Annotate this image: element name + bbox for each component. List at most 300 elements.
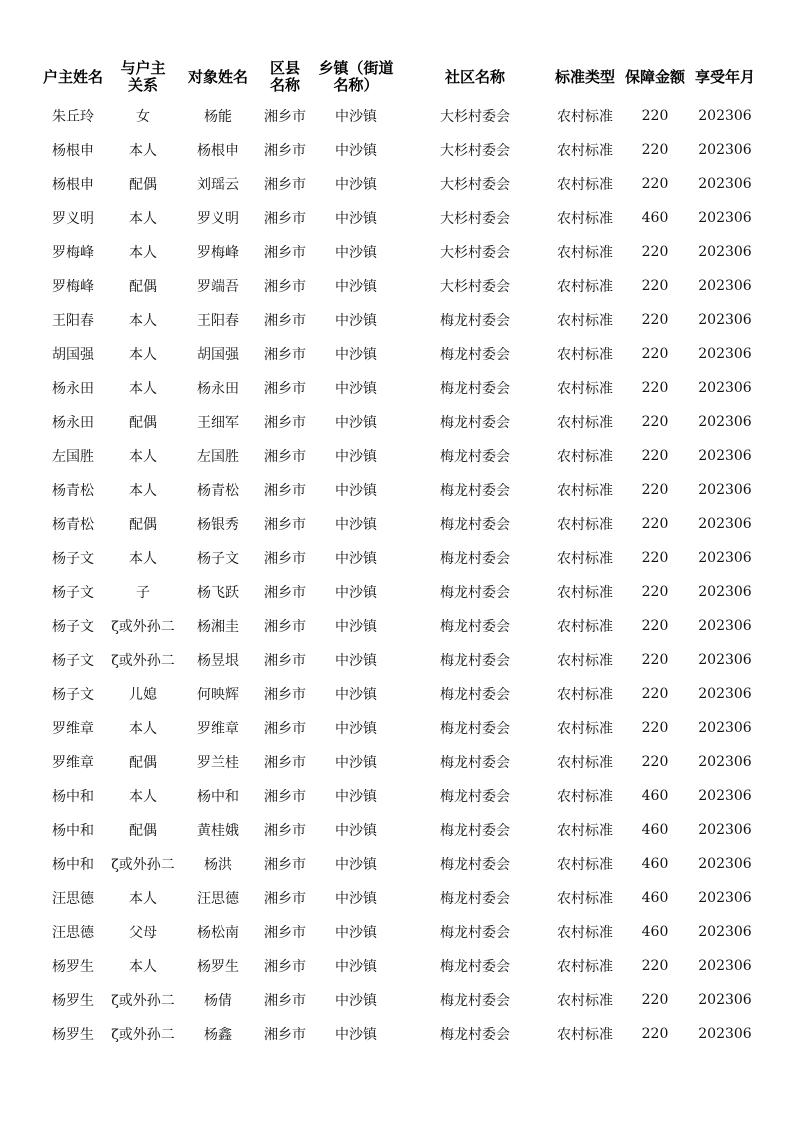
relation-cell: 本人 (129, 245, 157, 261)
relation-cell: 本人 (129, 313, 157, 329)
standard-type-cell: 农村标准 (557, 721, 613, 737)
community-header (400, 55, 550, 99)
recipient-name-cell: 杨鑫 (204, 1027, 232, 1043)
town-cell: 中沙镇 (335, 313, 377, 329)
amount-cell: 220 (641, 958, 669, 974)
county-cell: 湘乡市 (264, 415, 306, 431)
community-cell: 梅龙村委会 (440, 449, 510, 465)
standard-type-header-line: 标准类型 (554, 67, 615, 86)
town-cell: 中沙镇 (335, 687, 377, 703)
standard-type-cell: 农村标准 (557, 585, 613, 601)
period-cell: 202306 (698, 652, 752, 668)
standard-type-cell: 农村标准 (557, 925, 613, 941)
recipient-name-cell: 杨青松 (197, 483, 239, 499)
community-cell: 梅龙村委会 (440, 381, 510, 397)
head-name-cell: 罗梅峰 (52, 279, 94, 295)
recipient-name-cell: 杨松南 (197, 925, 239, 941)
period-cell: 202306 (698, 312, 752, 328)
recipient-name-cell: 杨中和 (197, 789, 239, 805)
head-name-cell: 胡国强 (52, 347, 94, 363)
amount-cell: 220 (641, 550, 669, 566)
standard-type-cell: 农村标准 (557, 279, 613, 295)
town-cell: 中沙镇 (335, 993, 377, 1009)
recipient-name-header-line: 对象姓名 (187, 67, 248, 86)
community-cell: 梅龙村委会 (440, 415, 510, 431)
head-name-cell: 杨子文 (52, 619, 94, 635)
relation-header-line: 与户主 (120, 59, 166, 77)
period-cell: 202306 (698, 210, 752, 226)
relation-cell: 本人 (129, 721, 157, 737)
town-cell: 中沙镇 (335, 1027, 377, 1043)
relation-cell: ζ或外孙二 (111, 993, 175, 1009)
recipient-name-cell: 杨昱垠 (197, 653, 239, 669)
head-name-cell: 杨青松 (52, 517, 94, 533)
table-row (38, 507, 760, 541)
amount-cell: 220 (641, 1026, 669, 1042)
table-row (38, 915, 760, 949)
relation-cell: 女 (136, 109, 150, 125)
amount-cell: 220 (641, 380, 669, 396)
relation-header (108, 55, 178, 99)
community-cell: 梅龙村委会 (440, 687, 510, 703)
recipient-name-header (178, 55, 258, 99)
recipient-name-cell: 刘瑶云 (197, 177, 239, 193)
standard-type-cell: 农村标准 (557, 551, 613, 567)
county-cell: 湘乡市 (264, 823, 306, 839)
head-name-cell: 杨中和 (52, 789, 94, 805)
relation-header-line: 关系 (127, 76, 158, 94)
table-row (38, 439, 760, 473)
recipient-name-cell: 杨银秀 (197, 517, 239, 533)
table-row (38, 1017, 760, 1051)
community-cell: 梅龙村委会 (440, 891, 510, 907)
county-cell: 湘乡市 (264, 755, 306, 771)
period-header (690, 55, 760, 99)
recipient-name-cell: 胡国强 (197, 347, 239, 363)
town-cell: 中沙镇 (335, 109, 377, 125)
community-cell: 梅龙村委会 (440, 789, 510, 805)
head-name-cell: 杨永田 (52, 381, 94, 397)
standard-type-cell: 农村标准 (557, 653, 613, 669)
amount-cell: 220 (641, 652, 669, 668)
county-cell: 湘乡市 (264, 959, 306, 975)
amount-cell: 220 (641, 448, 669, 464)
period-cell: 202306 (698, 924, 752, 940)
period-cell: 202306 (698, 1026, 752, 1042)
benefit-recipient-table (38, 55, 760, 1051)
county-cell: 湘乡市 (264, 347, 306, 363)
table-row (38, 541, 760, 575)
amount-cell: 220 (641, 516, 669, 532)
table-row (38, 643, 760, 677)
period-cell: 202306 (698, 958, 752, 974)
amount-cell: 220 (641, 176, 669, 192)
period-cell: 202306 (698, 856, 752, 872)
relation-cell: ζ或外孙二 (111, 857, 175, 873)
county-cell: 湘乡市 (264, 381, 306, 397)
county-cell: 湘乡市 (264, 721, 306, 737)
relation-cell: 本人 (129, 449, 157, 465)
document-page (38, 55, 760, 1051)
town-cell: 中沙镇 (335, 585, 377, 601)
amount-cell: 220 (641, 108, 669, 124)
table-row (38, 99, 760, 133)
county-cell: 湘乡市 (264, 585, 306, 601)
period-cell: 202306 (698, 822, 752, 838)
amount-cell: 220 (641, 414, 669, 430)
town-header-line: 名称） (333, 76, 379, 94)
table-row (38, 167, 760, 201)
table-row (38, 405, 760, 439)
relation-cell: 配偶 (129, 517, 157, 533)
relation-cell: 子 (136, 585, 150, 601)
amount-cell: 220 (641, 278, 669, 294)
amount-cell: 460 (641, 890, 669, 906)
standard-type-cell: 农村标准 (557, 857, 613, 873)
community-cell: 梅龙村委会 (440, 619, 510, 635)
standard-type-cell: 农村标准 (557, 245, 613, 261)
standard-type-cell: 农村标准 (557, 619, 613, 635)
county-cell: 湘乡市 (264, 177, 306, 193)
head-name-cell: 杨罗生 (52, 993, 94, 1009)
table-row (38, 813, 760, 847)
county-cell: 湘乡市 (264, 551, 306, 567)
recipient-name-cell: 罗义明 (197, 211, 239, 227)
head-name-cell: 罗梅峰 (52, 245, 94, 261)
table-row (38, 609, 760, 643)
head-name-cell: 杨子文 (52, 585, 94, 601)
town-cell: 中沙镇 (335, 721, 377, 737)
community-cell: 大杉村委会 (440, 109, 510, 125)
town-cell: 中沙镇 (335, 551, 377, 567)
county-cell: 湘乡市 (264, 245, 306, 261)
period-cell: 202306 (698, 346, 752, 362)
standard-type-cell: 农村标准 (557, 891, 613, 907)
amount-cell: 220 (641, 720, 669, 736)
head-name-cell: 杨子文 (52, 687, 94, 703)
head-name-cell: 杨青松 (52, 483, 94, 499)
amount-cell: 220 (641, 346, 669, 362)
relation-cell: 父母 (129, 925, 157, 941)
community-cell: 梅龙村委会 (440, 823, 510, 839)
town-cell: 中沙镇 (335, 415, 377, 431)
county-cell: 湘乡市 (264, 653, 306, 669)
relation-cell: 本人 (129, 551, 157, 567)
period-cell: 202306 (698, 890, 752, 906)
town-cell: 中沙镇 (335, 211, 377, 227)
period-cell: 202306 (698, 380, 752, 396)
table-row (38, 745, 760, 779)
head-name-cell: 汪思德 (52, 925, 94, 941)
relation-cell: 配偶 (129, 177, 157, 193)
town-cell: 中沙镇 (335, 177, 377, 193)
community-cell: 大杉村委会 (440, 177, 510, 193)
town-cell: 中沙镇 (335, 449, 377, 465)
town-cell: 中沙镇 (335, 959, 377, 975)
community-cell: 梅龙村委会 (440, 483, 510, 499)
county-cell: 湘乡市 (264, 1027, 306, 1043)
town-cell: 中沙镇 (335, 755, 377, 771)
recipient-name-cell: 杨子文 (197, 551, 239, 567)
standard-type-cell: 农村标准 (557, 347, 613, 363)
head-name-cell: 杨永田 (52, 415, 94, 431)
table-row (38, 201, 760, 235)
community-cell: 梅龙村委会 (440, 755, 510, 771)
county-cell: 湘乡市 (264, 143, 306, 159)
relation-cell: 配偶 (129, 279, 157, 295)
table-row (38, 235, 760, 269)
county-header (258, 55, 312, 99)
county-cell: 湘乡市 (264, 517, 306, 533)
period-cell: 202306 (698, 788, 752, 804)
amount-cell: 220 (641, 482, 669, 498)
relation-cell: 儿媳 (129, 687, 157, 703)
amount-cell: 460 (641, 924, 669, 940)
community-cell: 梅龙村委会 (440, 653, 510, 669)
standard-type-cell: 农村标准 (557, 517, 613, 533)
community-cell: 梅龙村委会 (440, 1027, 510, 1043)
period-cell: 202306 (698, 244, 752, 260)
relation-cell: 本人 (129, 143, 157, 159)
community-cell: 大杉村委会 (440, 211, 510, 227)
recipient-name-cell: 罗维章 (197, 721, 239, 737)
recipient-name-cell: 杨倩 (204, 993, 232, 1009)
recipient-name-cell: 黄桂娥 (197, 823, 239, 839)
table-row (38, 711, 760, 745)
town-header (312, 55, 400, 99)
head-name-cell: 杨中和 (52, 823, 94, 839)
standard-type-cell: 农村标准 (557, 959, 613, 975)
amount-cell: 220 (641, 244, 669, 260)
amount-cell: 460 (641, 822, 669, 838)
community-cell: 梅龙村委会 (440, 993, 510, 1009)
amount-cell: 220 (641, 686, 669, 702)
county-cell: 湘乡市 (264, 483, 306, 499)
standard-type-cell: 农村标准 (557, 449, 613, 465)
amount-cell: 460 (641, 210, 669, 226)
table-row (38, 983, 760, 1017)
town-cell: 中沙镇 (335, 517, 377, 533)
town-cell: 中沙镇 (335, 279, 377, 295)
recipient-name-cell: 杨湘圭 (197, 619, 239, 635)
community-cell: 大杉村委会 (440, 143, 510, 159)
county-cell: 湘乡市 (264, 109, 306, 125)
relation-cell: 本人 (129, 483, 157, 499)
town-cell: 中沙镇 (335, 381, 377, 397)
standard-type-cell: 农村标准 (557, 109, 613, 125)
community-cell: 梅龙村委会 (440, 313, 510, 329)
town-header-line: 乡镇（街道 (318, 59, 394, 77)
head-name-cell: 杨根申 (52, 177, 94, 193)
head-name-cell: 左国胜 (52, 449, 94, 465)
county-cell: 湘乡市 (264, 619, 306, 635)
head-name-cell: 杨子文 (52, 653, 94, 669)
relation-cell: ζ或外孙二 (111, 653, 175, 669)
table-row (38, 303, 760, 337)
recipient-name-cell: 何映辉 (197, 687, 239, 703)
head-name-cell: 罗义明 (52, 211, 94, 227)
county-cell: 湘乡市 (264, 993, 306, 1009)
town-cell: 中沙镇 (335, 857, 377, 873)
amount-cell: 220 (641, 992, 669, 1008)
head-name-cell: 王阳春 (52, 313, 94, 329)
relation-cell: 本人 (129, 789, 157, 805)
community-cell: 梅龙村委会 (440, 585, 510, 601)
town-cell: 中沙镇 (335, 483, 377, 499)
recipient-name-cell: 王细军 (197, 415, 239, 431)
head-name-cell: 杨中和 (52, 857, 94, 873)
amount-cell: 220 (641, 584, 669, 600)
community-cell: 梅龙村委会 (440, 721, 510, 737)
table-row (38, 337, 760, 371)
recipient-name-cell: 罗端吾 (197, 279, 239, 295)
head-name-cell: 杨子文 (52, 551, 94, 567)
head-name-cell: 罗维章 (52, 721, 94, 737)
head-name-cell: 汪思德 (52, 891, 94, 907)
community-cell: 大杉村委会 (440, 279, 510, 295)
header-row (38, 55, 760, 99)
amount-cell: 220 (641, 142, 669, 158)
table-row (38, 881, 760, 915)
town-cell: 中沙镇 (335, 789, 377, 805)
standard-type-cell: 农村标准 (557, 143, 613, 159)
table-row (38, 779, 760, 813)
town-cell: 中沙镇 (335, 245, 377, 261)
head-name-cell: 杨根申 (52, 143, 94, 159)
period-cell: 202306 (698, 142, 752, 158)
county-header-line: 区县 (269, 59, 300, 77)
period-cell: 202306 (698, 992, 752, 1008)
county-cell: 湘乡市 (264, 279, 306, 295)
relation-cell: 配偶 (129, 755, 157, 771)
standard-type-cell: 农村标准 (557, 755, 613, 771)
county-cell: 湘乡市 (264, 313, 306, 329)
town-cell: 中沙镇 (335, 891, 377, 907)
head-name-cell: 朱丘玲 (52, 109, 94, 125)
standard-type-cell: 农村标准 (557, 381, 613, 397)
standard-type-cell: 农村标准 (557, 993, 613, 1009)
table-body (38, 99, 760, 1051)
recipient-name-cell: 杨根申 (197, 143, 239, 159)
period-cell: 202306 (698, 108, 752, 124)
period-cell: 202306 (698, 584, 752, 600)
town-cell: 中沙镇 (335, 347, 377, 363)
recipient-name-cell: 杨永田 (197, 381, 239, 397)
county-cell: 湘乡市 (264, 891, 306, 907)
period-cell: 202306 (698, 516, 752, 532)
head-name-cell: 杨罗生 (52, 1027, 94, 1043)
county-cell: 湘乡市 (264, 925, 306, 941)
table-row (38, 677, 760, 711)
period-cell: 202306 (698, 482, 752, 498)
standard-type-cell: 农村标准 (557, 483, 613, 499)
period-cell: 202306 (698, 754, 752, 770)
recipient-name-cell: 杨飞跃 (197, 585, 239, 601)
period-cell: 202306 (698, 414, 752, 430)
period-cell: 202306 (698, 686, 752, 702)
county-cell: 湘乡市 (264, 789, 306, 805)
county-cell: 湘乡市 (264, 449, 306, 465)
period-cell: 202306 (698, 278, 752, 294)
standard-type-cell: 农村标准 (557, 211, 613, 227)
relation-cell: 本人 (129, 959, 157, 975)
amount-cell: 460 (641, 788, 669, 804)
table-row (38, 269, 760, 303)
standard-type-cell: 农村标准 (557, 177, 613, 193)
table-row (38, 371, 760, 405)
period-header-line: 享受年月 (694, 67, 755, 86)
relation-cell: ζ或外孙二 (111, 619, 175, 635)
town-cell: 中沙镇 (335, 619, 377, 635)
town-cell: 中沙镇 (335, 653, 377, 669)
head-name-header (38, 55, 108, 99)
county-header-line: 名称 (269, 76, 300, 94)
relation-cell: 本人 (129, 891, 157, 907)
community-cell: 梅龙村委会 (440, 857, 510, 873)
amount-cell: 220 (641, 618, 669, 634)
recipient-name-cell: 左国胜 (197, 449, 239, 465)
community-cell: 梅龙村委会 (440, 925, 510, 941)
table-header (38, 55, 760, 99)
relation-cell: ζ或外孙二 (111, 1027, 175, 1043)
town-cell: 中沙镇 (335, 925, 377, 941)
table-row (38, 133, 760, 167)
standard-type-cell: 农村标准 (557, 1027, 613, 1043)
community-cell: 梅龙村委会 (440, 551, 510, 567)
community-cell: 大杉村委会 (440, 245, 510, 261)
table-row (38, 575, 760, 609)
relation-cell: 配偶 (129, 823, 157, 839)
community-cell: 梅龙村委会 (440, 959, 510, 975)
community-cell: 梅龙村委会 (440, 347, 510, 363)
county-cell: 湘乡市 (264, 211, 306, 227)
relation-cell: 本人 (129, 211, 157, 227)
community-header-line: 社区名称 (444, 67, 505, 86)
relation-cell: 本人 (129, 347, 157, 363)
recipient-name-cell: 杨罗生 (197, 959, 239, 975)
amount-cell: 220 (641, 754, 669, 770)
county-cell: 湘乡市 (264, 687, 306, 703)
table-row (38, 949, 760, 983)
recipient-name-cell: 汪思德 (197, 891, 239, 907)
head-name-cell: 罗维章 (52, 755, 94, 771)
head-name-header-line: 户主姓名 (42, 67, 103, 86)
amount-header-line: 保障金额 (624, 67, 685, 86)
amount-cell: 220 (641, 312, 669, 328)
recipient-name-cell: 罗梅峰 (197, 245, 239, 261)
table-row (38, 473, 760, 507)
recipient-name-cell: 罗兰桂 (197, 755, 239, 771)
town-cell: 中沙镇 (335, 823, 377, 839)
head-name-cell: 杨罗生 (52, 959, 94, 975)
town-cell: 中沙镇 (335, 143, 377, 159)
period-cell: 202306 (698, 550, 752, 566)
standard-type-cell: 农村标准 (557, 687, 613, 703)
standard-type-cell: 农村标准 (557, 415, 613, 431)
community-cell: 梅龙村委会 (440, 517, 510, 533)
standard-type-cell: 农村标准 (557, 823, 613, 839)
standard-type-cell: 农村标准 (557, 789, 613, 805)
recipient-name-cell: 王阳春 (197, 313, 239, 329)
period-cell: 202306 (698, 176, 752, 192)
recipient-name-cell: 杨洪 (204, 857, 232, 873)
standard-type-cell: 农村标准 (557, 313, 613, 329)
relation-cell: 配偶 (129, 415, 157, 431)
relation-cell: 本人 (129, 381, 157, 397)
amount-header (620, 55, 690, 99)
county-cell: 湘乡市 (264, 857, 306, 873)
period-cell: 202306 (698, 720, 752, 736)
